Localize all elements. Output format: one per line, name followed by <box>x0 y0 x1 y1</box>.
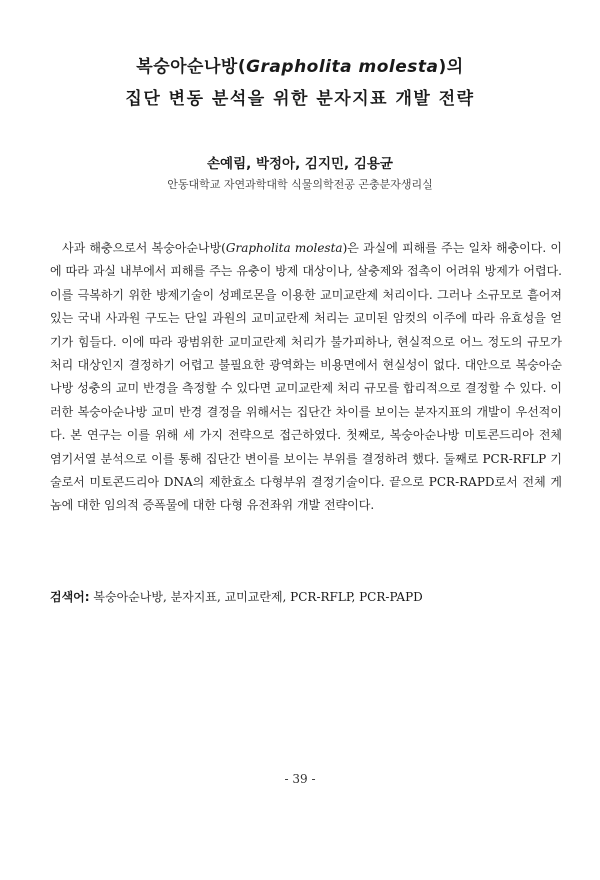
title-prefix: 복숭아순나방( <box>136 57 247 77</box>
authors: 손예림, 박정아, 김지민, 김용균 <box>207 156 393 172</box>
abstract-paragraph <box>50 237 562 518</box>
keywords-text: 복숭아순나방, 분자지표, 교미교란제, PCR-RFLP, PCR-PAPD <box>89 590 423 604</box>
keywords-label: 검색어: <box>50 590 90 604</box>
title-line-2: 집단 변동 분석을 위한 분자지표 개발 전략 <box>125 89 475 109</box>
keywords <box>50 588 562 606</box>
abstract-part-1: 사과 해충으로서 복숭아순나방( <box>62 241 226 255</box>
title-line-1 <box>40 57 560 77</box>
abstract-latin-name: Grapholita molesta <box>225 241 343 255</box>
title-latin-name: Grapholita molesta <box>246 57 439 77</box>
abstract-part-2: )은 과실에 피해를 주는 일차 해충이다. 이에 따라 과실 내부에서 피해를 주는 유충이 방제 대상이나, 살충제와 접촉이 어려워 방제가 어렵다. 이를 극복하기 위한 방제기술이 성페로몬을 이용한 교미교란제 처리이다. 그러나 소규모로 흩어져 있는 국내 사과원 구도는 단일 과원의 교미교란제 처리는 교미된 암컷의 이주에 따라 유효성을 얻기가 힘들다. 이에 따라 광범위한 교미교란제 처리가 불가피하나, 현실적으로 어느 정도의 규모가 처리 대상인지 결정하기 어렵고 불필요한 광역화는 비용면에서 현실성이 없다. 대안으로 복숭아순나방 성충의 교미 반경을 측정할 수 있다면 교미교란제 처리 규모를 합리적으로 결정할 수 있다. 이러한 복숭아순나방 교미 반경 결정을 위해서는 집단간 차이를 보이는 분자지표의 개발이 우선적이다. 본 연구는 이를 위해 세 가지 전략으로 접근하였다. 첫째로, 복숭아순나방 미토콘드리아 전체 염기서열 분석으로 이를 통해 집단간 변이를 보이는 부위를 결정하려 했다. 둘째로 PCR-RFLP 기술로서 미토콘드리아 DNA의 제한효소 다형부위 결정기술이다. 끝으로 PCR-RAPD로서 전체 게놈에 대한 임의적 증폭물에 대한 다형 유전좌위 개발 전략이다. <box>50 241 562 513</box>
page-number: - 39 - <box>284 772 316 786</box>
title-suffix: )의 <box>438 57 464 77</box>
affiliation: 안동대학교 자연과학대학 식물의학전공 곤충분자생리실 <box>167 178 433 191</box>
